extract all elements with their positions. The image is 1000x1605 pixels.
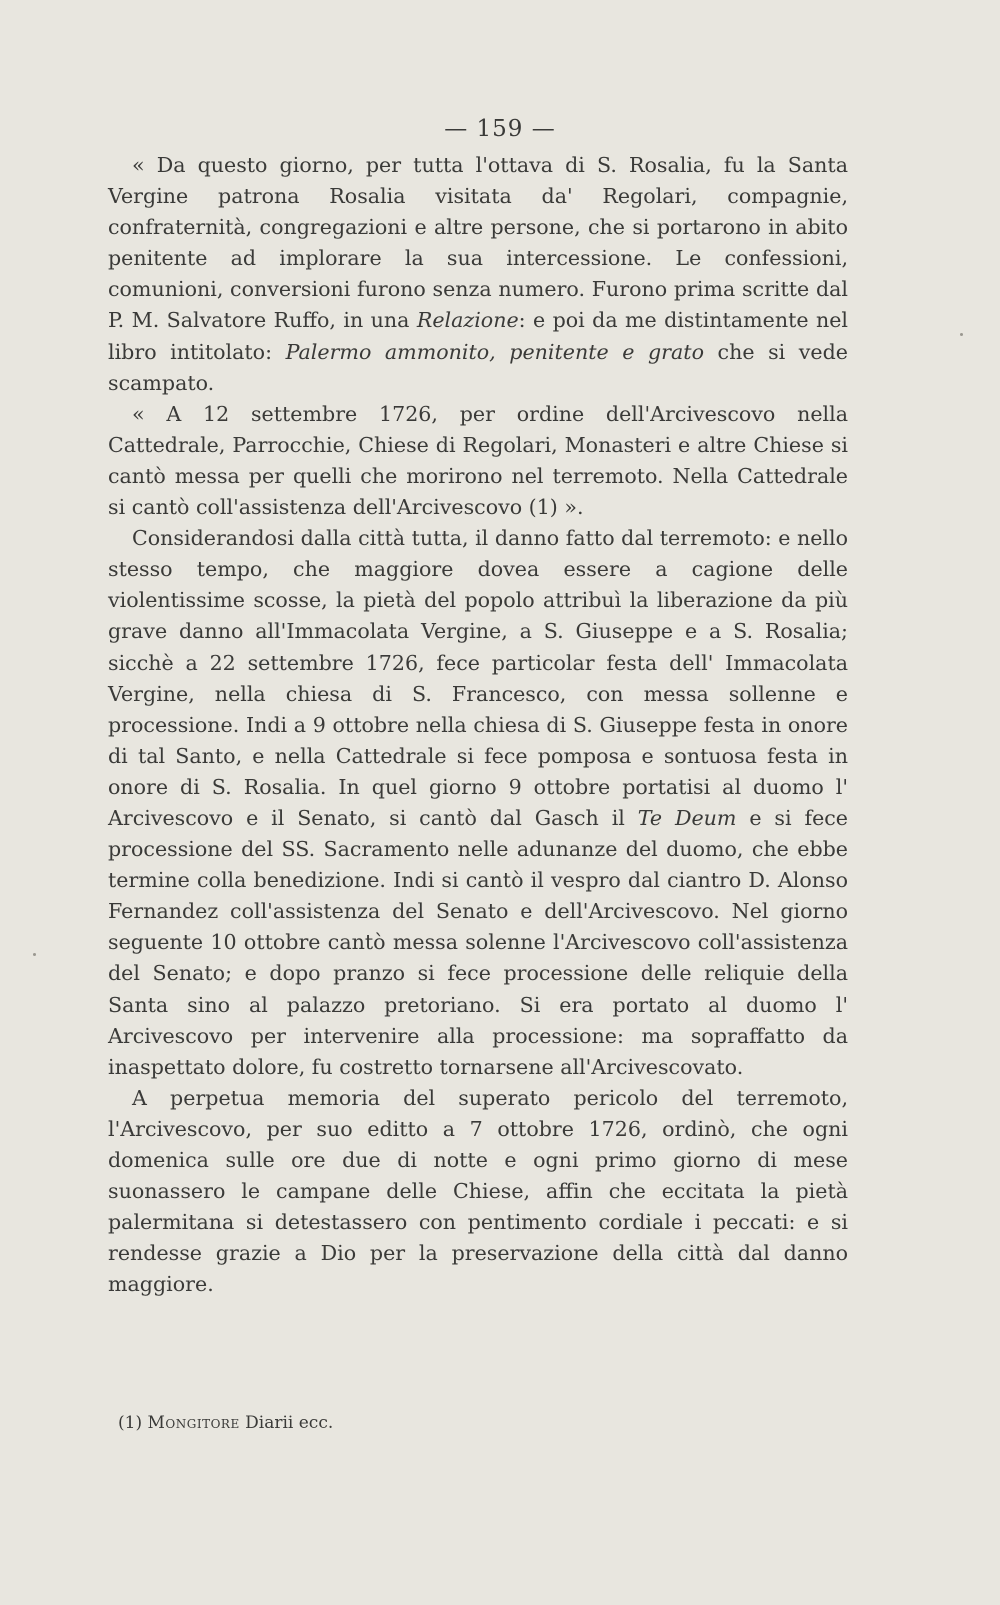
paragraph-2 [108,399,848,523]
text-segment: A perpetua memoria del superato pericolo del terremoto, l'Arcivescovo, per suo editto a 7 ottobre 1726, ordinò, che ogni domenica sulle ore due di notte e ogni primo giorno di mese suonassero le campane delle Chiese, affin che eccitata la pietà palermitana si detestassero con pentimento cordiale i peccati: e si rendesse grazie a Dio per la preservazione della città dal danno maggiore. [108,1085,848,1297]
paragraph-1 [108,150,848,399]
paragraph-3 [108,523,848,1083]
text-segment: « A 12 settembre 1726, per ordine dell'Arcivescovo nella Cattedrale, Parrocchie, Chiese di Regolari, Monasteri e altre Chiese si cantò messa per quelli che morirono nel terremoto. Nella Cattedrale si cantò coll'assistenza dell'Arcivescovo (1) ». [108,401,848,520]
paper-speck [960,333,963,336]
footnote-text: Diarii ecc. [245,1413,334,1433]
italic-te-deum: Te Deum [637,805,737,830]
text-segment: : e poi da me distintamente nel libro intitolato: [108,308,848,364]
paragraph-4 [108,1083,848,1301]
body-text [108,150,848,1300]
footnote-marker: (1) [118,1413,143,1433]
italic-title-palermo: Palermo ammonito, penitente e grato [285,339,704,364]
paper-speck [33,953,36,956]
text-segment: Considerandosi dalla città tutta, il danno fatto dal terremoto: e nello stesso tempo, che maggiore dovea essere a cagione delle violentissime scosse, la pietà del popolo attribuì la liberazione da più grave danno all'Immacolata Vergine, a S. Giuseppe e a S. Rosalia; sicchè a 22 settembre 1726, fece particolar festa dell' Immacolata Vergine, nella chiesa di S. Francesco, con messa sollenne e processione. Indi a 9 ottobre nella chiesa di S. Giuseppe festa in onore di tal Santo, e nella Cattedrale si fece pomposa e sontuosa festa in onore di S. Rosalia. In quel giorno 9 ottobre portatisi al duomo l' Arcivescovo e il Senato, si cantò dal Gasch il [108,526,848,830]
italic-title-relazione: Relazione [416,308,519,333]
text-segment: « Da questo giorno, per tutta l'ottava di S. Rosalia, fu la Santa Vergine patrona Rosalia visitata da' Regolari, compagnie, confraternità, congregazioni e altre persone, che si portarono in abito penitente ad implorare la sua intercessione. Le confessioni, comunioni, conversioni furono senza numero. Furono prima scritte dal P. M. Salvatore Ruffo, in una [108,153,848,333]
text-segment: e si fece processione del SS. Sacramento nelle adunanze del duomo, che ebbe termine colla benedizione. Indi si cantò il vespro dal ciantro D. Alonso Fernandez coll'assistenza del Senato e dell'Arcivescovo. Nel giorno seguente 10 ottobre cantò messa solenne l'Arcivescovo coll'assistenza del Senato; e dopo pranzo si fece processione delle reliquie della Santa sino al palazzo pretoriano. Si era portato al duomo l' Arcivescovo per intervenire alla processione: ma sopraffatto da inaspettato dolore, fu costretto tornarsene all'Arcivescovato. [108,805,848,1079]
footnote [118,1411,818,1435]
footnote-author: Mongitore [147,1413,240,1433]
text-segment: che si vede scampato. [108,339,848,395]
page-number: — 159 — [444,116,556,142]
